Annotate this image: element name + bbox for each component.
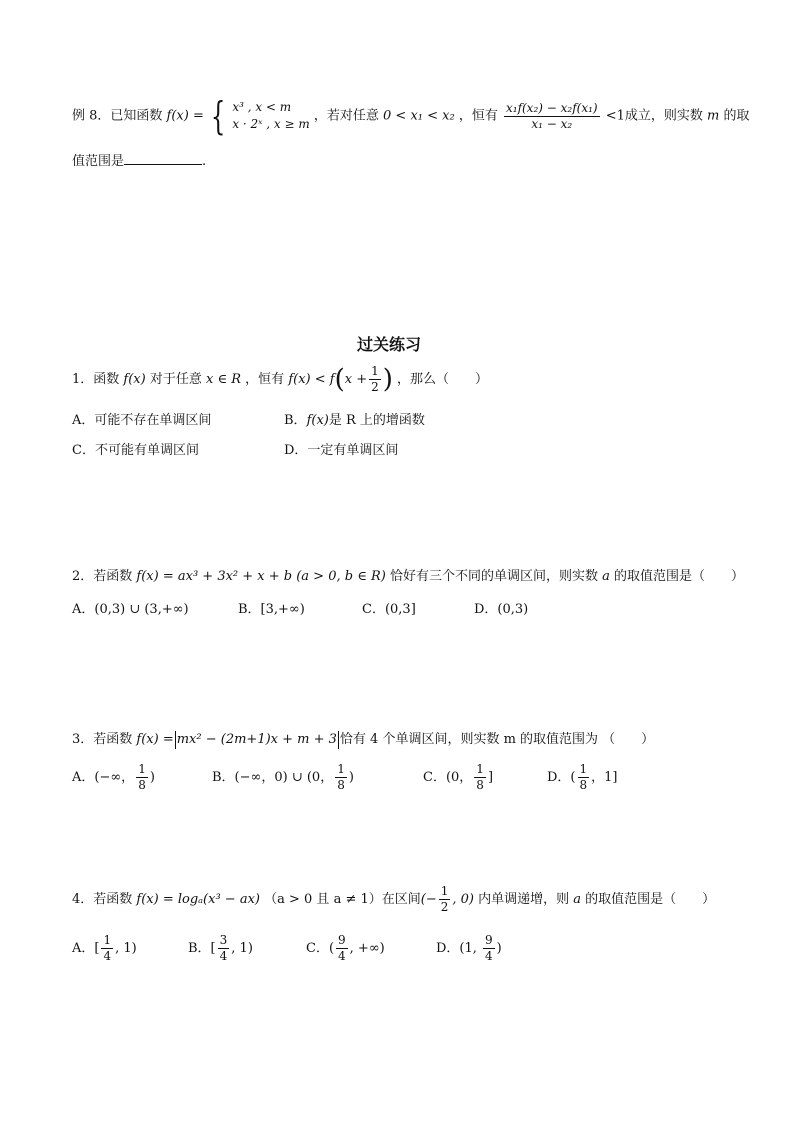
q3-b-fraction [335, 762, 347, 793]
example-label: 例 8．已知函数 [72, 108, 163, 124]
q3-fx: f(x) = [136, 732, 174, 747]
period: . [202, 154, 207, 169]
q1-text-b: 对于任意 [149, 372, 202, 387]
q4-b-suffix: , 1) [231, 941, 253, 956]
q1-x-plus: x + [344, 372, 368, 387]
q3-c-suffix: ] [487, 770, 494, 785]
condition-text-2: ，恒有 [458, 108, 498, 124]
q2-text-c: 的取值范围是（ ） [614, 569, 745, 584]
q3-option-c [423, 762, 493, 793]
q4-d-den: 4 [485, 949, 493, 963]
question-4-stem [72, 884, 715, 915]
q3-c-den: 8 [476, 778, 484, 792]
q4-interval-den: 2 [440, 900, 449, 914]
q4-c-prefix: C．( [306, 941, 335, 956]
q4-option-a [72, 933, 137, 964]
q1-paren-close: ) [382, 364, 393, 395]
q4-interval-suffix: , 0) [452, 892, 474, 907]
q4-b-fraction [218, 933, 230, 964]
q3-option-b [212, 762, 354, 793]
q1-text-a: 1．函数 [72, 372, 120, 387]
answer-blank [124, 152, 202, 165]
section-title: 过关练习 [357, 335, 422, 354]
q1-option-b-suffix: 是 R 上的增函数 [328, 413, 425, 428]
q4-a-fraction [101, 933, 113, 964]
q1-text-c: ，恒有 [245, 372, 285, 387]
piecewise-brace: { [210, 94, 226, 138]
q1-fx: f(x) [123, 372, 146, 387]
q4-b-prefix: B．[ [188, 941, 216, 956]
condition-inequality: 0 < x₁ < x₂ [383, 108, 455, 124]
q1-x-in-r: x ∈ R [206, 372, 242, 387]
condition-fraction [504, 101, 600, 132]
q3-text-b: 恰有 4 个单调区间，则实数 m 的取值范围为 （ ） [339, 732, 655, 747]
q4-text-c: 内单调递增，则 [478, 892, 570, 907]
q4-option-d [436, 933, 502, 964]
q4-a-num: 1 [103, 933, 112, 947]
q3-d-prefix: D．( [547, 770, 576, 785]
q3-d-num: 1 [579, 762, 588, 776]
q4-b-den: 4 [219, 949, 228, 963]
q1-option-b-prefix: B． [284, 413, 307, 428]
q1-option-c: C．不可能有单调区间 [72, 443, 199, 458]
q4-interval-prefix: (− [420, 892, 437, 907]
condition-text-3: <1成立，则实数 [605, 108, 703, 124]
fraction-denominator: x₁ − x₂ [531, 116, 573, 131]
condition-text-1: ，若对任意 [313, 108, 379, 124]
q4-a-den: 4 [103, 949, 112, 963]
q3-b-suffix: ) [348, 770, 354, 785]
q4-d-suffix: ) [496, 941, 502, 956]
case-1: x³ , x < m [232, 100, 292, 114]
q4-d-prefix: D．(1, [436, 941, 482, 956]
q4-d-fraction [483, 933, 495, 964]
q3-a-den: 8 [138, 778, 146, 792]
q4-text-a: 4．若函数 [72, 892, 133, 907]
q4-c-suffix: , +∞) [349, 941, 385, 956]
q1-option-d: D．一定有单调区间 [284, 443, 399, 458]
q2-option-d: D．(0,3) [474, 602, 529, 617]
question-2-stem [72, 565, 744, 584]
q3-a-num: 1 [138, 762, 146, 776]
function-name: f(x) = [166, 108, 204, 124]
q4-expression: f(x) = logₐ(x³ − ax) [136, 892, 260, 907]
q1-inequality: f(x) < f [288, 372, 335, 387]
q1-paren-open: ( [334, 364, 345, 395]
range-text: 值范围是 [72, 154, 125, 169]
q4-option-c [306, 933, 385, 964]
q4-option-b [188, 933, 253, 964]
q1-half-fraction [369, 364, 381, 395]
q3-b-num: 1 [337, 762, 345, 776]
q3-a-suffix: ) [149, 770, 155, 785]
piecewise-cases [232, 99, 309, 133]
fraction-numerator: x₁f(x₂) − x₂f(x₁) [505, 100, 598, 115]
question-1-stem [72, 364, 488, 395]
q3-c-num: 1 [476, 762, 484, 776]
q3-c-prefix: C．(0， [423, 770, 473, 785]
variable-m: m [707, 108, 720, 124]
q1-text-d: ，那么（ ） [397, 372, 489, 387]
q4-c-num: 9 [338, 933, 346, 947]
q3-b-prefix: B．(−∞，0) ∪ (0， [212, 770, 334, 785]
q1-option-b [284, 409, 425, 428]
q2-option-a: A．(0,3) ∪ (3,+∞) [72, 602, 189, 617]
q2-text-a: 2．若函数 [72, 569, 133, 584]
q3-expression: mx² − (2m+1)x + m + 3 [176, 732, 337, 747]
q4-variable-a: a [573, 892, 582, 907]
q3-d-den: 8 [579, 778, 588, 792]
q3-d-suffix: ，1] [591, 770, 618, 785]
q4-a-prefix: A．[ [72, 941, 100, 956]
q4-a-suffix: , 1) [115, 941, 137, 956]
q3-text-a: 3．若函数 [72, 732, 133, 747]
q4-text-d: 的取值范围是（ ） [585, 892, 716, 907]
example-8-line1 [72, 94, 750, 138]
q3-option-d [547, 762, 617, 793]
q2-variable-a: a [602, 569, 610, 584]
example-8-line2 [72, 150, 206, 169]
condition-text-4: 的取 [723, 108, 750, 124]
q3-d-fraction [578, 762, 590, 793]
q3-a-prefix: A．(−∞， [72, 770, 135, 785]
q4-d-num: 9 [485, 933, 493, 947]
q1-option-b-fx: f(x) [306, 413, 329, 428]
q1-half-num: 1 [371, 364, 379, 378]
q4-c-den: 4 [338, 949, 346, 963]
q3-a-fraction [136, 762, 148, 793]
question-3-stem [72, 728, 654, 749]
q1-option-a: A．可能不存在单调区间 [72, 413, 212, 428]
case-2: x · 2ˣ , x ≥ m [232, 117, 310, 131]
q3-c-fraction [474, 762, 486, 793]
q4-interval-fraction [439, 884, 451, 915]
q4-c-fraction [336, 933, 348, 964]
abs-bar-right [338, 731, 339, 749]
q4-interval-num: 1 [440, 884, 449, 898]
q2-option-c: C．(0,3] [362, 602, 416, 617]
q4-text-b: （a > 0 且 a ≠ 1）在区间 [264, 892, 421, 907]
q2-expression: f(x) = ax³ + 3x² + x + b (a > 0, b ∈ R) [136, 569, 386, 584]
q4-b-num: 3 [219, 933, 228, 947]
q2-option-b: B．[3,+∞) [238, 602, 305, 617]
q3-b-den: 8 [337, 778, 345, 792]
q3-option-a [72, 762, 155, 793]
abs-bar-left [175, 731, 176, 749]
q1-half-den: 2 [371, 380, 379, 394]
q2-text-b: 恰好有三个不同的单调区间，则实数 [389, 569, 598, 584]
